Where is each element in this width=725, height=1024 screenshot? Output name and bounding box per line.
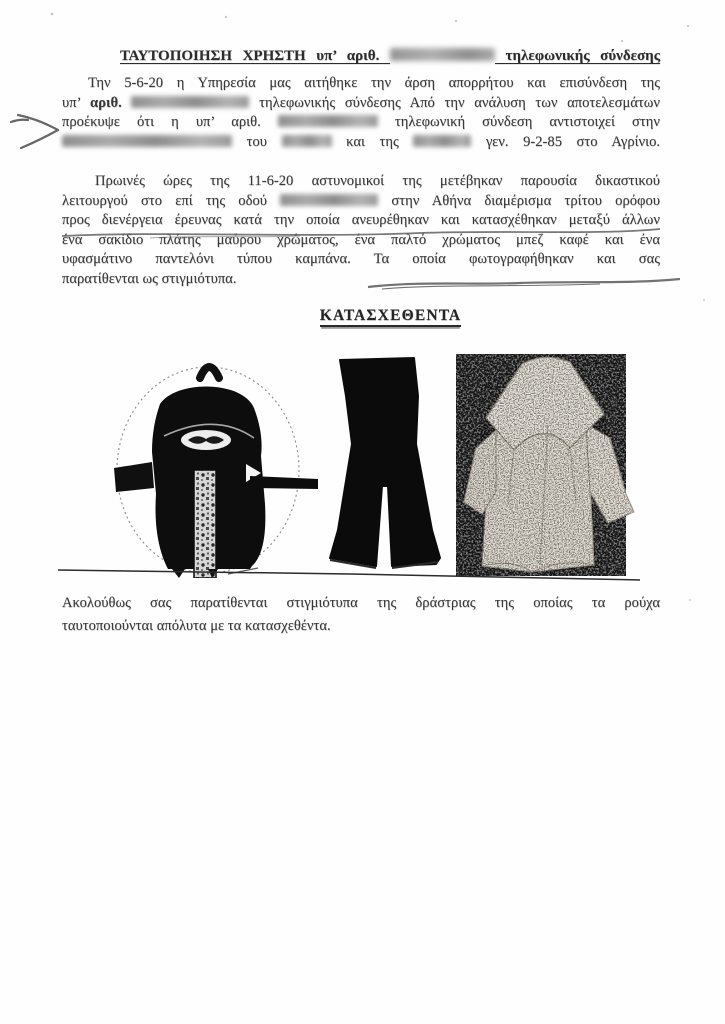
title-part2: τηλεφωνικής σύνδεσης bbox=[505, 48, 661, 64]
redacted-text bbox=[131, 96, 249, 108]
text-line: παρατίθενται ως στιγμιότυπα. bbox=[62, 270, 237, 287]
text-line: λειτουργού στο επί της οδού στην Αθήνα διαμέρισμα τρίτου ορόφου bbox=[62, 192, 660, 209]
text-line: Πρωινές ώρες της 11-6-20 αστυνομικοί της μετέβηκαν παρουσία δικαστικού bbox=[95, 173, 660, 189]
coat-grain bbox=[452, 352, 642, 580]
document-title bbox=[62, 46, 660, 66]
bold-text: αριθ. bbox=[90, 94, 122, 111]
redacted-text bbox=[280, 194, 378, 206]
title-part1: ΤΑΥΤΟΠΟΙΗΣΗ ΧΡΗΣΤΗ υπ’ αριθ. bbox=[120, 48, 380, 64]
left-pocket bbox=[114, 462, 154, 492]
section-heading-seized-items: ΚΑΤΑΣΧΕΘΕΝΤΑ bbox=[28, 307, 725, 325]
redacted-text bbox=[62, 135, 232, 147]
backpack-handle bbox=[200, 367, 219, 378]
paragraph-identification bbox=[62, 74, 660, 152]
redacted-text bbox=[278, 115, 378, 127]
text-line: υφασμάτινο παντελόνι τύπου καμπάνα. Τα οποία φωτογραφήθηκαν και σας bbox=[62, 251, 660, 267]
paragraph-snapshots-note bbox=[62, 592, 660, 638]
text-line: του και της γεν. 9-2-85 στο Αγρίνιο. bbox=[62, 133, 660, 153]
text-line: Ακολούθως σας παρατίθενται στιγμιότυπα της δράστριας της οποίας τα ρούχα bbox=[62, 595, 660, 611]
handwritten-margin-arrow-icon bbox=[11, 115, 58, 148]
redacted-text bbox=[282, 135, 332, 147]
black-backpack-photo bbox=[100, 352, 320, 578]
backpack-strap bbox=[194, 470, 216, 578]
text-line: ταυτοποιούνται απόλυτα με τα κατασχεθέντα. bbox=[62, 618, 331, 634]
redacted-phone-number bbox=[390, 48, 495, 61]
paragraph-search-seizure bbox=[62, 172, 660, 289]
text-line: Την 5-6-20 η Υπηρεσία μας αιτήθηκε την άρση απορρήτου και επισύνδεση της bbox=[88, 75, 660, 91]
trousers-silhouette bbox=[330, 358, 440, 566]
black-flared-trousers-photo bbox=[318, 352, 458, 578]
redacted-text bbox=[413, 135, 471, 147]
text-line: προς διενέργεια έρευνας κατά την οποία ανευρέθηκαν και κατασχέθηκαν μεταξύ άλλων bbox=[62, 212, 660, 228]
side-strap-bar bbox=[250, 476, 318, 489]
text-line: ένα σακίδιο πλάτης μαύρου χρώματος, ένα παλτό χρώματος μπεζ καφέ και ένα bbox=[62, 231, 660, 248]
text-line: προέκυψε ότι η υπ’ αριθ. τηλεφωνική σύνδεση αντιστοιχεί στην bbox=[62, 114, 660, 130]
beige-coat-photo bbox=[452, 352, 642, 580]
text-line: υπ’ αριθ. τηλεφωνικής σύνδεσης Από την ανάλυση των αποτελεσμάτων bbox=[62, 94, 660, 111]
